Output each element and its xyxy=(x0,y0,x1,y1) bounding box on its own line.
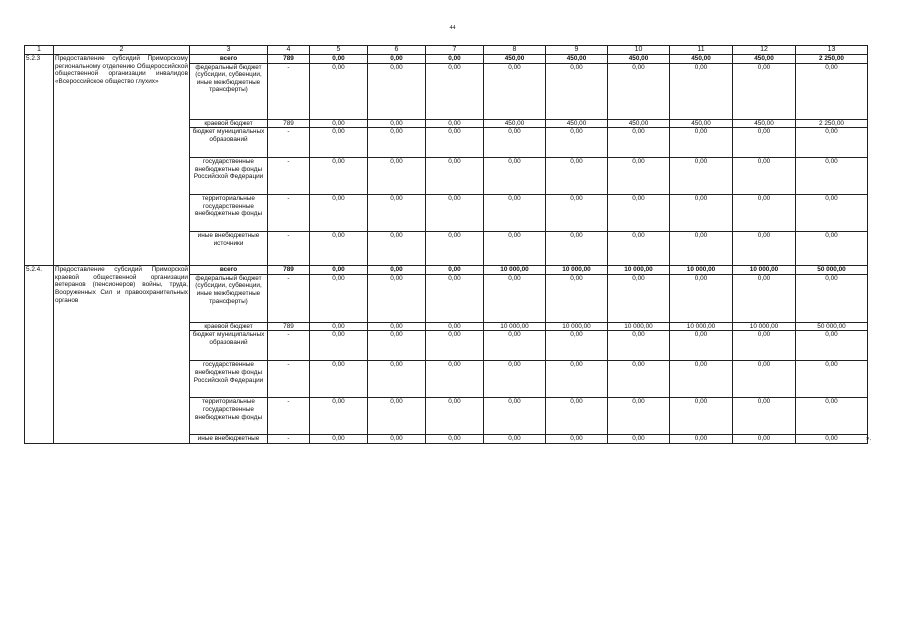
amount-cell: 10 000,00 xyxy=(733,322,796,331)
amount-cell: 0,00 xyxy=(546,63,608,119)
section-number: 5.2.4. xyxy=(25,266,54,444)
column-header: 13 xyxy=(796,46,868,55)
funding-source: иные внебюджетные xyxy=(190,435,268,444)
budget-code: - xyxy=(268,398,310,435)
amount-cell: 50 000,00 xyxy=(796,322,868,331)
amount-cell: 0,00 xyxy=(670,128,733,158)
amount-cell: 10 000,00 xyxy=(484,266,546,275)
amount-cell: 0,00 xyxy=(546,195,608,232)
amount-cell: 0,00 xyxy=(310,361,368,398)
amount-cell: 10 000,00 xyxy=(546,322,608,331)
amount-cell: 0,00 xyxy=(733,232,796,266)
amount-cell: 0,00 xyxy=(670,63,733,119)
funding-source: федеральный бюджет (субсидии, субвенции, иные межбюджетные трансферты) xyxy=(190,274,268,322)
amount-cell: 0,00 xyxy=(608,331,670,361)
amount-cell: 0,00 xyxy=(310,232,368,266)
amount-cell: 450,00 xyxy=(546,119,608,128)
amount-cell: 0,00 xyxy=(310,398,368,435)
amount-cell: 450,00 xyxy=(670,55,733,64)
budget-table xyxy=(24,45,868,444)
amount-cell: 0,00 xyxy=(426,119,484,128)
amount-cell: 0,00 xyxy=(796,331,868,361)
amount-cell: 0,00 xyxy=(546,274,608,322)
amount-cell: 0,00 xyxy=(546,232,608,266)
amount-cell: 0,00 xyxy=(608,398,670,435)
amount-cell: 0,00 xyxy=(310,128,368,158)
amount-cell: 450,00 xyxy=(670,119,733,128)
amount-cell: 0,00 xyxy=(796,195,868,232)
amount-cell: 0,00 xyxy=(546,128,608,158)
amount-cell: 0,00 xyxy=(733,361,796,398)
budget-code: - xyxy=(268,158,310,195)
amount-cell: 2 250,00 xyxy=(796,119,868,128)
budget-code: - xyxy=(268,232,310,266)
column-header: 6 xyxy=(368,46,426,55)
budget-code: - xyxy=(268,128,310,158)
amount-cell: 10 000,00 xyxy=(484,322,546,331)
amount-cell: 0,00 xyxy=(670,398,733,435)
amount-cell: 0,00 xyxy=(310,322,368,331)
funding-source: территориальные государственные внебюджетные фонды xyxy=(190,195,268,232)
column-header: 8 xyxy=(484,46,546,55)
column-header: 12 xyxy=(733,46,796,55)
amount-cell: 0,00 xyxy=(546,158,608,195)
funding-source: краевой бюджет xyxy=(190,119,268,128)
budget-code: - xyxy=(268,331,310,361)
column-header: 10 xyxy=(608,46,670,55)
amount-cell: 0,00 xyxy=(670,158,733,195)
amount-cell: 450,00 xyxy=(733,119,796,128)
amount-cell: 0,00 xyxy=(368,63,426,119)
amount-cell: 0,00 xyxy=(733,398,796,435)
budget-code: - xyxy=(268,435,310,444)
amount-cell: 0,00 xyxy=(796,398,868,435)
amount-cell: 0,00 xyxy=(368,195,426,232)
amount-cell: 0,00 xyxy=(368,361,426,398)
amount-cell: 450,00 xyxy=(546,55,608,64)
amount-cell: 0,00 xyxy=(733,195,796,232)
amount-cell: 0,00 xyxy=(426,435,484,444)
budget-code: - xyxy=(268,63,310,119)
amount-cell: 0,00 xyxy=(546,398,608,435)
amount-cell: 0,00 xyxy=(484,63,546,119)
amount-cell: 0,00 xyxy=(310,119,368,128)
amount-cell: 10 000,00 xyxy=(608,322,670,331)
amount-cell: 0,00 xyxy=(426,63,484,119)
column-header: 2 xyxy=(54,46,190,55)
amount-cell: 0,00 xyxy=(796,128,868,158)
amount-cell: 0,00 xyxy=(368,232,426,266)
column-header: 3 xyxy=(190,46,268,55)
end-quote-mark: ». xyxy=(866,436,872,442)
amount-cell: 450,00 xyxy=(608,55,670,64)
amount-cell: 0,00 xyxy=(796,274,868,322)
amount-cell: 0,00 xyxy=(368,158,426,195)
amount-cell: 10 000,00 xyxy=(733,266,796,275)
amount-cell: 0,00 xyxy=(310,274,368,322)
amount-cell: 2 250,00 xyxy=(796,55,868,64)
amount-cell: 10 000,00 xyxy=(546,266,608,275)
amount-cell: 0,00 xyxy=(484,398,546,435)
table-row xyxy=(25,266,868,275)
amount-cell: 0,00 xyxy=(796,63,868,119)
amount-cell: 450,00 xyxy=(484,55,546,64)
amount-cell: 0,00 xyxy=(670,331,733,361)
amount-cell: 0,00 xyxy=(733,331,796,361)
budget-code: - xyxy=(268,361,310,398)
amount-cell: 0,00 xyxy=(426,398,484,435)
amount-cell: 0,00 xyxy=(426,195,484,232)
budget-code: - xyxy=(268,195,310,232)
amount-cell: 0,00 xyxy=(670,195,733,232)
amount-cell: 0,00 xyxy=(368,55,426,64)
funding-source: федеральный бюджет (субсидии, субвенции, иные межбюджетные трансферты) xyxy=(190,63,268,119)
header-row xyxy=(25,46,868,55)
table-row xyxy=(25,55,868,64)
amount-cell: 0,00 xyxy=(484,232,546,266)
amount-cell: 0,00 xyxy=(310,55,368,64)
column-header: 9 xyxy=(546,46,608,55)
amount-cell: 0,00 xyxy=(426,331,484,361)
amount-cell: 0,00 xyxy=(484,331,546,361)
amount-cell: 0,00 xyxy=(608,435,670,444)
amount-cell: 50 000,00 xyxy=(796,266,868,275)
amount-cell: 0,00 xyxy=(368,331,426,361)
amount-cell: 0,00 xyxy=(484,274,546,322)
amount-cell: 0,00 xyxy=(426,266,484,275)
amount-cell: 0,00 xyxy=(484,435,546,444)
amount-cell: 0,00 xyxy=(608,128,670,158)
table-body xyxy=(25,46,868,444)
amount-cell: 0,00 xyxy=(426,128,484,158)
amount-cell: 0,00 xyxy=(796,232,868,266)
amount-cell: 0,00 xyxy=(733,274,796,322)
amount-cell: 450,00 xyxy=(733,55,796,64)
amount-cell: 0,00 xyxy=(426,158,484,195)
amount-cell: 0,00 xyxy=(670,361,733,398)
amount-cell: 0,00 xyxy=(796,435,868,444)
amount-cell: 0,00 xyxy=(310,331,368,361)
amount-cell: 450,00 xyxy=(608,119,670,128)
amount-cell: 0,00 xyxy=(310,195,368,232)
amount-cell: 0,00 xyxy=(670,435,733,444)
amount-cell: 0,00 xyxy=(426,55,484,64)
column-header: 11 xyxy=(670,46,733,55)
amount-cell: 0,00 xyxy=(368,128,426,158)
amount-cell: 0,00 xyxy=(670,274,733,322)
amount-cell: 0,00 xyxy=(310,435,368,444)
amount-cell: 0,00 xyxy=(546,331,608,361)
funding-source: бюджет муниципальных образований xyxy=(190,331,268,361)
amount-cell: 0,00 xyxy=(484,128,546,158)
budget-code: - xyxy=(268,274,310,322)
amount-cell: 0,00 xyxy=(608,195,670,232)
amount-cell: 0,00 xyxy=(368,119,426,128)
column-header: 4 xyxy=(268,46,310,55)
amount-cell: 0,00 xyxy=(608,63,670,119)
amount-cell: 0,00 xyxy=(426,322,484,331)
budget-code: 789 xyxy=(268,119,310,128)
column-header: 7 xyxy=(426,46,484,55)
amount-cell: 0,00 xyxy=(608,361,670,398)
amount-cell: 0,00 xyxy=(608,274,670,322)
funding-source: краевой бюджет xyxy=(190,322,268,331)
amount-cell: 10 000,00 xyxy=(670,266,733,275)
amount-cell: 0,00 xyxy=(368,322,426,331)
amount-cell: 0,00 xyxy=(426,232,484,266)
budget-code: 789 xyxy=(268,266,310,275)
amount-cell: 0,00 xyxy=(484,195,546,232)
amount-cell: 0,00 xyxy=(310,266,368,275)
amount-cell: 0,00 xyxy=(733,63,796,119)
amount-cell: 0,00 xyxy=(546,361,608,398)
amount-cell: 0,00 xyxy=(733,128,796,158)
budget-code: 789 xyxy=(268,322,310,331)
section-number: 5.2.3 xyxy=(25,55,54,266)
funding-source: всего xyxy=(190,266,268,275)
amount-cell: 0,00 xyxy=(608,158,670,195)
funding-source: государственные внебюджетные фонды Российской Федерации xyxy=(190,361,268,398)
measure-name: Предоставление субсидий Приморской краевой общественной организации ветеранов (пенсионеров) войны, труда, Вооруженных Сил и правоохранительных органов xyxy=(54,266,190,444)
measure-name: Предоставление субсидий Приморскому региональному отделению Общероссийской общественной организации инвалидов «Всероссийское общество глухих» xyxy=(54,55,190,266)
funding-source: бюджет муниципальных образований xyxy=(190,128,268,158)
budget-code: 789 xyxy=(268,55,310,64)
amount-cell: 0,00 xyxy=(310,158,368,195)
column-header: 1 xyxy=(25,46,54,55)
amount-cell: 0,00 xyxy=(368,398,426,435)
amount-cell: 0,00 xyxy=(608,232,670,266)
page-number: 44 xyxy=(449,25,456,31)
amount-cell: 0,00 xyxy=(796,158,868,195)
amount-cell: 10 000,00 xyxy=(670,322,733,331)
funding-source: территориальные государственные внебюджетные фонды xyxy=(190,398,268,435)
funding-source: всего xyxy=(190,55,268,64)
amount-cell: 450,00 xyxy=(484,119,546,128)
amount-cell: 0,00 xyxy=(484,361,546,398)
amount-cell: 0,00 xyxy=(310,63,368,119)
amount-cell: 0,00 xyxy=(426,361,484,398)
amount-cell: 10 000,00 xyxy=(608,266,670,275)
amount-cell: 0,00 xyxy=(368,435,426,444)
funding-source: государственные внебюджетные фонды Российской Федерации xyxy=(190,158,268,195)
amount-cell: 0,00 xyxy=(733,435,796,444)
amount-cell: 0,00 xyxy=(670,232,733,266)
column-header: 5 xyxy=(310,46,368,55)
amount-cell: 0,00 xyxy=(368,274,426,322)
amount-cell: 0,00 xyxy=(796,361,868,398)
amount-cell: 0,00 xyxy=(368,266,426,275)
amount-cell: 0,00 xyxy=(426,274,484,322)
amount-cell: 0,00 xyxy=(546,435,608,444)
amount-cell: 0,00 xyxy=(733,158,796,195)
amount-cell: 0,00 xyxy=(484,158,546,195)
funding-source: иные внебюджетные источники xyxy=(190,232,268,266)
